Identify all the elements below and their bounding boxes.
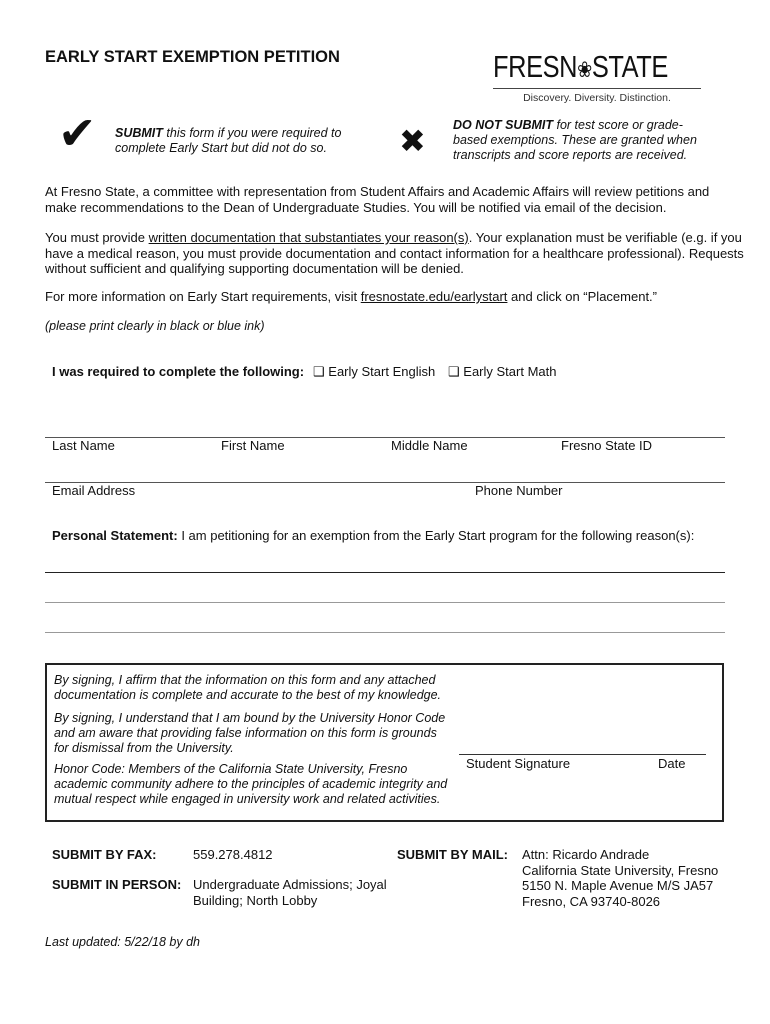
- required-label: I was required to complete the following:: [52, 364, 305, 379]
- first-name-label: First Name: [221, 438, 285, 453]
- fax-number: 559.278.4812: [193, 847, 273, 862]
- statement-line[interactable]: [45, 602, 725, 603]
- earlystart-link[interactable]: fresnostate.edu/earlystart: [360, 289, 508, 304]
- do-not-submit-note: DO NOT SUBMIT for test score or grade- based exemptions. These are granted when transcripts and score reports are received.: [453, 118, 697, 162]
- statement-line[interactable]: [45, 632, 725, 633]
- logo-text: STATE: [591, 49, 668, 84]
- documentation-paragraph: You must provide written documentation that substantiates your reason(s). Your explanation must be verifiable (e.g. if you have a medical reason, you must provide documentation and contact information for a healthcare professional). Requests without sufficient and qualifying supporting documentation will be denied.: [45, 230, 744, 276]
- personal-statement-label: Personal Statement: I am petitioning for an exemption from the Early Start program for the following reason(s):: [52, 528, 695, 543]
- mail-address: Attn: Ricardo Andrade California State University, Fresno 5150 N. Maple Avenue M/S JA57 Fresno, CA 93740-8026: [522, 847, 719, 909]
- checkmark-icon: ✔: [58, 107, 97, 159]
- student-signature-label: Student Signature: [466, 756, 571, 771]
- in-person-label: SUBMIT IN PERSON:: [52, 877, 182, 892]
- info-paragraph: For more information on Early Start requirements, visit fresnostate.edu/earlystart and click on “Placement.”: [45, 289, 658, 304]
- checkbox-icon[interactable]: ❑: [448, 364, 460, 379]
- page-title: EARLY START EXEMPTION PETITION: [45, 48, 340, 66]
- date-label: Date: [658, 756, 686, 771]
- last-name-label: Last Name: [52, 438, 115, 453]
- phone-label: Phone Number: [475, 483, 563, 498]
- affirm-text: By signing, I affirm that the information on this form and any attached documentation is complete and accurate to the best of my knowledge. By signing, I understand that I am bound by the University Honor Code and am aware that providing false information on this form is grounds for dismissal from the University. Honor Code: Members of the California State University, Fresno academic community adhere to the principles of academic integrity and mutual respect while engaged in university work and related activities.: [54, 673, 448, 806]
- submit-note: SUBMIT this form if you were required to complete Early Start but did not do so.: [115, 126, 342, 155]
- statement-line[interactable]: [45, 572, 725, 573]
- checkbox-early-start-math[interactable]: ❑ Early Start Math: [448, 364, 557, 379]
- last-updated: Last updated: 5/22/18 by dh: [45, 935, 200, 949]
- x-mark-icon: ✖: [399, 123, 426, 159]
- middle-name-label: Middle Name: [391, 438, 468, 453]
- fresno-state-logo: [493, 50, 701, 104]
- print-note: (please print clearly in black or blue ink): [45, 319, 265, 333]
- email-label: Email Address: [52, 483, 136, 498]
- mail-label: SUBMIT BY MAIL:: [397, 847, 508, 862]
- logo-text: FRESN: [493, 49, 578, 84]
- in-person-address: Undergraduate Admissions; Joyal Building; North Lobby: [193, 877, 387, 908]
- checkbox-early-start-english[interactable]: ❑ Early Start English: [313, 364, 436, 379]
- intro-paragraph: At Fresno State, a committee with representation from Student Affairs and Academic Affairs will review petitions and make recommendations to the Dean of Undergraduate Studies. You will be notified via email of the decision.: [45, 184, 710, 215]
- paw-icon: ❀: [577, 57, 592, 82]
- fax-label: SUBMIT BY FAX:: [52, 847, 157, 862]
- contact-line[interactable]: [45, 482, 725, 483]
- fresno-state-id-label: Fresno State ID: [561, 438, 653, 453]
- logo-tagline: Discovery. Diversity. Distinction.: [523, 92, 671, 104]
- signature-line[interactable]: [459, 754, 706, 755]
- checkbox-icon[interactable]: ❑: [313, 364, 325, 379]
